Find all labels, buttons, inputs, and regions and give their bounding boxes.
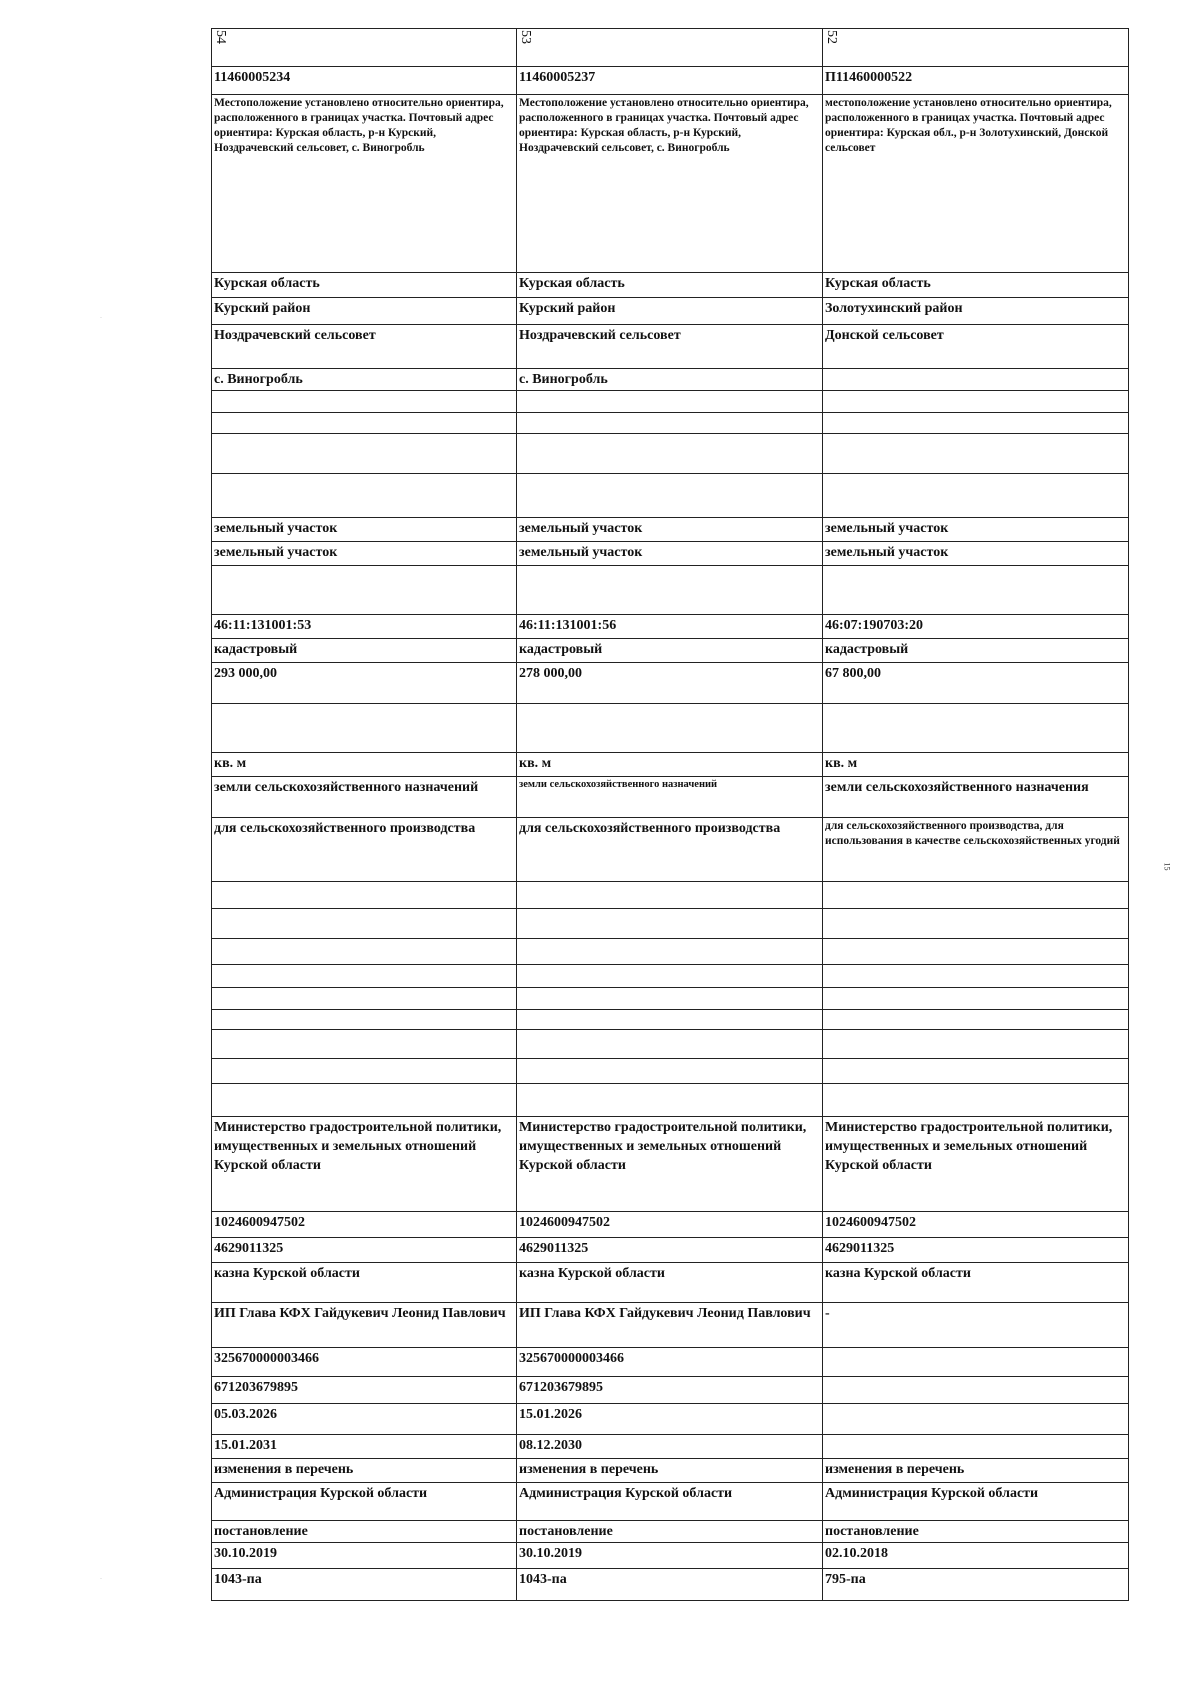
- cell-num: [212, 29, 517, 67]
- cell-owner-org: Министерство градостроительной политики, имущественных и земельных отношений Курской области: [212, 1117, 517, 1212]
- empty-cell: [517, 965, 823, 988]
- empty-cell: [212, 882, 517, 909]
- empty-cell: [823, 882, 1129, 909]
- row-number: 53: [518, 30, 533, 44]
- cell-tenant-inn: 671203679895: [212, 1377, 517, 1404]
- empty-cell: [823, 988, 1129, 1010]
- cell-type1: земельный участок: [823, 518, 1129, 542]
- cell-num: [823, 29, 1129, 67]
- cell-doc-type: постановление: [823, 1521, 1129, 1543]
- cell-date-end: 15.01.2031: [212, 1435, 517, 1459]
- cell-doc-date: 02.10.2018: [823, 1543, 1129, 1569]
- empty-row: [212, 988, 1129, 1010]
- empty-cell: [517, 939, 823, 965]
- cell-tenant-inn: 671203679895: [517, 1377, 823, 1404]
- row-tenant-inn: [212, 1377, 1129, 1404]
- empty-cell: [823, 1010, 1129, 1030]
- cell-unit: кв. м: [212, 753, 517, 777]
- cell-tenant-ogrn: 325670000003466: [212, 1348, 517, 1377]
- cell-unit: кв. м: [823, 753, 1129, 777]
- row-date-end: [212, 1435, 1129, 1459]
- cell-doc-date: 30.10.2019: [212, 1543, 517, 1569]
- margin-page-mark: 15: [1162, 862, 1172, 871]
- cell-region: Курская область: [212, 273, 517, 298]
- empty-cell: [212, 1030, 517, 1059]
- cell-type1: земельный участок: [212, 518, 517, 542]
- empty-row: [212, 882, 1129, 909]
- cell-region: Курская область: [517, 273, 823, 298]
- cell-num-type: кадастровый: [823, 639, 1129, 663]
- cell-date-start: [823, 1404, 1129, 1435]
- row-district: [212, 298, 1129, 325]
- empty-cell: [212, 704, 517, 753]
- empty-cell: [823, 391, 1129, 413]
- empty-cell: [823, 1084, 1129, 1117]
- cell-num-type: кадастровый: [212, 639, 517, 663]
- cell-tenant-ogrn: [823, 1348, 1129, 1377]
- cell-reg: 11460005234: [212, 67, 517, 95]
- empty-row: [212, 704, 1129, 753]
- empty-cell: [212, 391, 517, 413]
- cell-district: Курский район: [517, 298, 823, 325]
- empty-row: [212, 1030, 1129, 1059]
- empty-cell: [212, 1010, 517, 1030]
- cell-use: для сельскохозяйственного производства, для использования в качестве сельскохозяйственных угодий: [823, 818, 1129, 882]
- empty-row: [212, 474, 1129, 518]
- cell-authority: Администрация Курской области: [212, 1483, 517, 1521]
- cell-ogrn: 1024600947502: [517, 1212, 823, 1238]
- empty-row: [212, 965, 1129, 988]
- cell-category: земли сельскохозяйственного назначений: [212, 777, 517, 818]
- empty-cell: [823, 413, 1129, 434]
- empty-cell: [517, 413, 823, 434]
- cell-tenant: ИП Глава КФХ Гайдукевич Леонид Павлович: [212, 1303, 517, 1348]
- row-num-type: [212, 639, 1129, 663]
- cell-tenant: ИП Глава КФХ Гайдукевич Леонид Павлович: [517, 1303, 823, 1348]
- cell-area: 278 000,00: [517, 663, 823, 704]
- cell-change: изменения в перечень: [823, 1459, 1129, 1483]
- empty-cell: [517, 1059, 823, 1084]
- row-tenant: [212, 1303, 1129, 1348]
- cell-treasury: казна Курской области: [517, 1263, 823, 1303]
- empty-row: [212, 1059, 1129, 1084]
- empty-cell: [823, 474, 1129, 518]
- empty-cell: [212, 434, 517, 474]
- empty-cell: [823, 566, 1129, 615]
- cell-region: Курская область: [823, 273, 1129, 298]
- empty-row: [212, 1084, 1129, 1117]
- empty-row: [212, 566, 1129, 615]
- empty-cell: [517, 1084, 823, 1117]
- cell-location: Местоположение установлено относительно ориентира, расположенного в границах участка. Почтовый адрес ориентира: Курская область, р-н Курский, Ноздрачевский сельсовет, с. Виногробль: [517, 95, 823, 273]
- cell-doc-date: 30.10.2019: [517, 1543, 823, 1569]
- cell-area: 293 000,00: [212, 663, 517, 704]
- empty-cell: [823, 434, 1129, 474]
- row-doc-num: [212, 1569, 1129, 1601]
- cell-treasury: казна Курской области: [823, 1263, 1129, 1303]
- row-category: [212, 777, 1129, 818]
- empty-row: [212, 413, 1129, 434]
- cell-authority: Администрация Курской области: [823, 1483, 1129, 1521]
- cell-change: изменения в перечень: [212, 1459, 517, 1483]
- cell-date-start: 05.03.2026: [212, 1404, 517, 1435]
- empty-cell: [517, 434, 823, 474]
- empty-cell: [823, 965, 1129, 988]
- empty-row: [212, 939, 1129, 965]
- register-table: [211, 28, 1129, 1601]
- cell-inn: 4629011325: [517, 1238, 823, 1263]
- empty-row: [212, 391, 1129, 413]
- row-ogrn: [212, 1212, 1129, 1238]
- cell-village: с. Виногробль: [212, 369, 517, 391]
- row-tenant-ogrn: [212, 1348, 1129, 1377]
- cell-type2: земельный участок: [823, 542, 1129, 566]
- cell-settlement: Ноздрачевский сельсовет: [212, 325, 517, 369]
- empty-cell: [517, 566, 823, 615]
- cell-inn: 4629011325: [212, 1238, 517, 1263]
- cell-location: Местоположение установлено относительно ориентира, расположенного в границах участка. Почтовый адрес ориентира: Курская область, р-н Курский, Ноздрачевский сельсовет, с. Виногробль: [212, 95, 517, 273]
- cell-village: с. Виногробль: [517, 369, 823, 391]
- cell-owner-org: Министерство градостроительной политики, имущественных и земельных отношений Курской области: [823, 1117, 1129, 1212]
- row-type2: [212, 542, 1129, 566]
- row-date-start: [212, 1404, 1129, 1435]
- cell-area: 67 800,00: [823, 663, 1129, 704]
- cell-settlement: Ноздрачевский сельсовет: [517, 325, 823, 369]
- cell-reg: П11460000522: [823, 67, 1129, 95]
- empty-cell: [823, 1059, 1129, 1084]
- cell-change: изменения в перечень: [517, 1459, 823, 1483]
- row-cadastral: [212, 615, 1129, 639]
- cell-cadastral: 46:11:131001:53: [212, 615, 517, 639]
- row-doc-type: [212, 1521, 1129, 1543]
- row-reg: [212, 67, 1129, 95]
- cell-num: [517, 29, 823, 67]
- row-location: [212, 95, 1129, 273]
- row-owner-org: [212, 1117, 1129, 1212]
- cell-authority: Администрация Курской области: [517, 1483, 823, 1521]
- cell-village: [823, 369, 1129, 391]
- empty-cell: [517, 391, 823, 413]
- cell-type1: земельный участок: [517, 518, 823, 542]
- cell-ogrn: 1024600947502: [823, 1212, 1129, 1238]
- scan-speck: ·: [100, 315, 102, 321]
- empty-cell: [517, 704, 823, 753]
- row-treasury: [212, 1263, 1129, 1303]
- empty-cell: [517, 882, 823, 909]
- cell-tenant: -: [823, 1303, 1129, 1348]
- cell-inn: 4629011325: [823, 1238, 1129, 1263]
- empty-cell: [517, 1010, 823, 1030]
- cell-treasury: казна Курской области: [212, 1263, 517, 1303]
- cell-date-end: 08.12.2030: [517, 1435, 823, 1459]
- row-village: [212, 369, 1129, 391]
- row-change: [212, 1459, 1129, 1483]
- row-num: [212, 29, 1129, 67]
- empty-cell: [517, 988, 823, 1010]
- cell-num-type: кадастровый: [517, 639, 823, 663]
- empty-row: [212, 909, 1129, 939]
- scan-speck: ·: [100, 1576, 102, 1582]
- cell-owner-org: Министерство градостроительной политики, имущественных и земельных отношений Курской области: [517, 1117, 823, 1212]
- row-number: 54: [213, 30, 228, 44]
- empty-cell: [517, 909, 823, 939]
- row-region: [212, 273, 1129, 298]
- cell-location: местоположение установлено относительно ориентира, расположенного в границах участка. Почтовый адрес ориентира: Курская обл., р-н Золотухинский, Донской сельсовет: [823, 95, 1129, 273]
- cell-use: для сельскохозяйственного производства: [517, 818, 823, 882]
- empty-cell: [823, 1030, 1129, 1059]
- cell-type2: земельный участок: [212, 542, 517, 566]
- cell-cadastral: 46:07:190703:20: [823, 615, 1129, 639]
- cell-district: Курский район: [212, 298, 517, 325]
- cell-cadastral: 46:11:131001:56: [517, 615, 823, 639]
- empty-cell: [517, 1030, 823, 1059]
- cell-unit: кв. м: [517, 753, 823, 777]
- row-number: 52: [824, 30, 839, 44]
- empty-cell: [212, 965, 517, 988]
- cell-date-end: [823, 1435, 1129, 1459]
- cell-use: для сельскохозяйственного производства: [212, 818, 517, 882]
- cell-category: земли сельскохозяйственного назначений: [517, 777, 823, 818]
- empty-cell: [212, 909, 517, 939]
- empty-cell: [212, 1059, 517, 1084]
- empty-cell: [212, 939, 517, 965]
- cell-type2: земельный участок: [517, 542, 823, 566]
- row-area: [212, 663, 1129, 704]
- row-use: [212, 818, 1129, 882]
- empty-cell: [212, 988, 517, 1010]
- empty-cell: [212, 566, 517, 615]
- cell-category: земли сельскохозяйственного назначения: [823, 777, 1129, 818]
- cell-district: Золотухинский район: [823, 298, 1129, 325]
- cell-doc-type: постановление: [517, 1521, 823, 1543]
- empty-cell: [212, 413, 517, 434]
- cell-doc-num: 1043-па: [517, 1569, 823, 1601]
- empty-row: [212, 1010, 1129, 1030]
- empty-cell: [517, 474, 823, 518]
- cell-reg: 11460005237: [517, 67, 823, 95]
- cell-tenant-ogrn: 325670000003466: [517, 1348, 823, 1377]
- row-authority: [212, 1483, 1129, 1521]
- row-inn: [212, 1238, 1129, 1263]
- row-settlement: [212, 325, 1129, 369]
- cell-doc-type: постановление: [212, 1521, 517, 1543]
- cell-date-start: 15.01.2026: [517, 1404, 823, 1435]
- empty-row: [212, 434, 1129, 474]
- cell-doc-num: 795-па: [823, 1569, 1129, 1601]
- cell-tenant-inn: [823, 1377, 1129, 1404]
- empty-cell: [212, 474, 517, 518]
- row-doc-date: [212, 1543, 1129, 1569]
- empty-cell: [823, 704, 1129, 753]
- row-unit: [212, 753, 1129, 777]
- empty-cell: [212, 1084, 517, 1117]
- cell-settlement: Донской сельсовет: [823, 325, 1129, 369]
- cell-doc-num: 1043-па: [212, 1569, 517, 1601]
- empty-cell: [823, 939, 1129, 965]
- row-type1: [212, 518, 1129, 542]
- empty-cell: [823, 909, 1129, 939]
- cell-ogrn: 1024600947502: [212, 1212, 517, 1238]
